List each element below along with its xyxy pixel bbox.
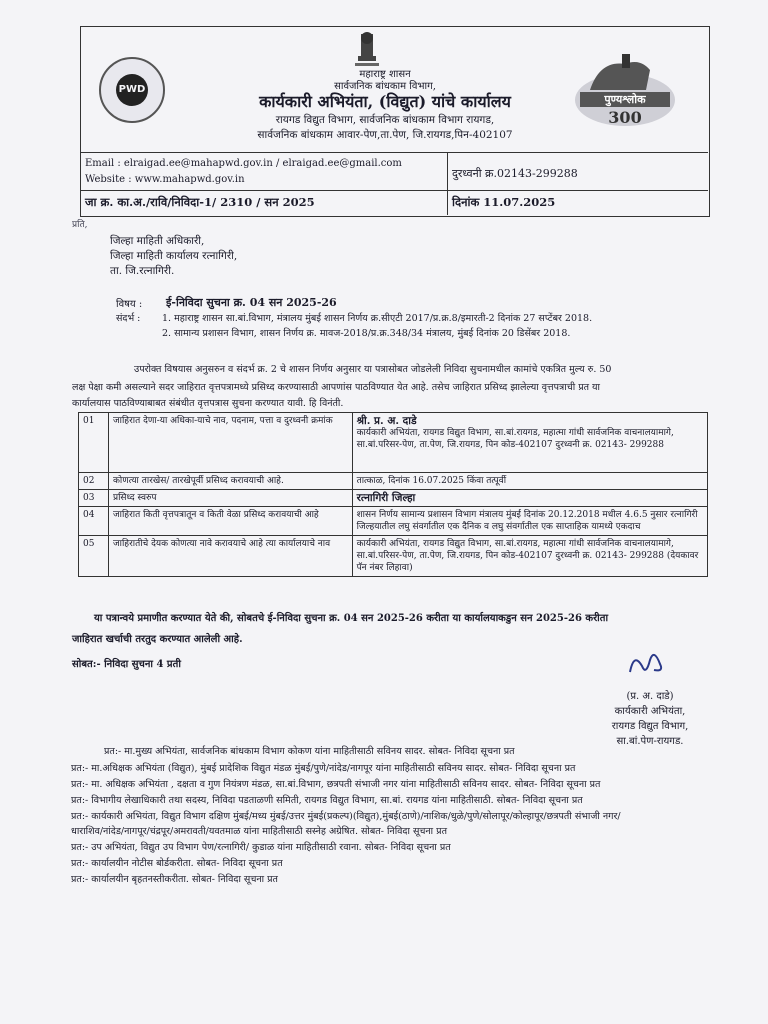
- officer-name: श्री. प्र. अ. दाडे: [356, 415, 417, 427]
- row-number: 02: [79, 473, 109, 490]
- subject-label: विषय :: [116, 299, 143, 310]
- copy-line: प्रत:- मा.अधिक्षक अभियंता (विद्युत), मुंबई प्रादेशिक विद्युत मंडळ मुंबई/पुणे/नांदेड/नागपूर यांना माहितीसाठी सविनय सादर. सोबत- निविदा सूचना प्रत: [71, 763, 576, 774]
- reference-number: जा क्र. का.अ./रावि/निविदा-1/ 2310 / सन 2025: [85, 195, 315, 209]
- reference-item-2: 2. सामान्य प्रशासन विभाग, शासन निर्णय क्र. मावज-2018/प्र.क्र.348/34 मंत्रालय, मुंबई दिनांक 20 डिसेंबर 2018.: [162, 328, 571, 339]
- recipient-line-3: ता. जि.रत्नागिरी.: [110, 265, 175, 277]
- recipient-line-2: जिल्हा माहिती कार्यालय रत्नागिरी,: [110, 250, 238, 262]
- body-line-1: उपरोक्त विषयास अनुसरुन व संदर्भ क्र. 2 चे शासन निर्णय अनुसार या पत्रासोबत जोडलेली निविदा सुचनामधील कामांचे एकत्रित मुल्य रु. 50: [134, 364, 612, 375]
- table-row: [79, 490, 708, 507]
- row-number: 03: [79, 490, 109, 507]
- division-line: रायगड विद्युत विभाग, सार्वजनिक बांधकाम विभाग रायगड,: [275, 114, 495, 126]
- table-row: [79, 536, 708, 577]
- reference-label: संदर्भ :: [116, 313, 141, 324]
- row-value: शासन निर्णय सामान्य प्रशासन विभाग मंत्रालय मुंबई दिनांक 20.12.2018 मधील 4.6.5 नुसार रत्नागिरी जिल्हयातील लघु संवर्गातील एक दैनिक व लघु संवर्गातील एक साप्ताहिक यामध्ये एकदाच: [352, 507, 707, 536]
- signature-icon: [624, 646, 668, 684]
- copy-line: प्रत:- मा. अधिक्षक अभियंता , दक्षता व गुण नियंत्रण मंडळ, सा.बां.विभाग, छत्रपती संभाजी नगर यांना माहितीसाठी सविनय सादर. सोबत- निविदा सूचना प्रत: [71, 779, 601, 790]
- state-emblem-icon: [350, 30, 384, 70]
- letter-date: दिनांक 11.07.2025: [452, 195, 556, 209]
- subject-text: ई-निविदा सुचना क्र. 04 सन 2025-26: [166, 296, 337, 309]
- table-row: [79, 473, 708, 490]
- office-title: कार्यकारी अभियंता, (विद्युत) यांचे कार्यालय: [259, 92, 511, 111]
- address-line: सार्वजनिक बांधकाम आवार-पेण,ता.पेण, जि.रायगड,पिन-402107: [257, 129, 513, 141]
- body-line-3: कार्यालयास पाठविण्याबाबत संबंधीत वृत्तपत्रास सुचना करण्यात यावी. हि विनंती.: [72, 398, 344, 409]
- pwd-logo-text: PWD: [116, 74, 148, 106]
- row-value: रत्नागिरी जिल्हा: [352, 490, 707, 507]
- recipient-line-1: जिल्हा माहिती अधिकारी,: [110, 235, 205, 247]
- row-value: कार्यकारी अभियंता, रायगड विद्युत विभाग, सा.बां.रायगड, महात्मा गांधी सार्वजनिक वाचनालयामागे, सा.बां.परिसर-पेण, ता.पेण, जि.रायगड, पिन कोड-402107 दुरध्वनी क्र. 02143- 299288 (देयकावर पॅन नंबर लिहावा): [352, 536, 707, 577]
- table-row: [79, 413, 708, 473]
- row-number: 01: [79, 413, 109, 473]
- copy-line: प्रत:- कार्यकारी अभियंता, विद्युत विभाग दक्षिण मुंबई/मध्य मुंबई/उत्तर मुंबई(प्रकल्प)(विद्युत),मुंबई(ठाणे)/नाशिक/धुळे/पुणे/सोलापूर/कोल्हापूर/छत्रपती संभाजी नगर/: [71, 811, 621, 822]
- details-table: [78, 412, 708, 577]
- signatory-place: सा.बां.पेण-रायगड.: [616, 736, 684, 747]
- header-divider: [80, 152, 708, 153]
- website-text: Website : www.mahapwd.gov.in: [85, 174, 245, 185]
- closing-line-2: जाहिरात खर्चाची तरतुद करण्यात आलेली आहे.: [72, 634, 243, 645]
- row-description: जाहिरातीचे देयक कोणत्या नावे करावयाचे आहे त्या कार्यालयाचे नाव: [108, 536, 352, 577]
- row-number: 04: [79, 507, 109, 536]
- prati-mark: प्रति,: [72, 220, 88, 230]
- copy-line: प्रत:- कार्यालयीन नोटीस बोर्डकरीता. सोबत- निविदा सूचना प्रत: [71, 858, 283, 869]
- row-description: प्रसिध्द स्वरुप: [108, 490, 352, 507]
- signatory-designation: कार्यकारी अभियंता,: [614, 706, 686, 717]
- copy-line: धाराशिव/नांदेड/नागपूर/चंद्रपूर/अमरावती/यवतमाळ यांना माहितीसाठी सस्नेह अग्रेषित. सोबत- निविदा सूचना प्रत: [71, 826, 447, 837]
- table-row: [79, 507, 708, 536]
- officer-address: कार्यकारी अभियंता, रायगड विद्युत विभाग, सा.बां.रायगड, महात्मा गांधी सार्वजनिक वाचनालयामागे, सा.बां.परिसर-पेण, ता.पेण, जि.रायगड, पिन कोड-402107 दुरध्वनी क्र. 02143- 299288: [356, 428, 674, 450]
- row-description: जाहिरात किती वृत्तपत्रातून व किती वेळा प्रसिध्द करावयाची आहे: [108, 507, 352, 536]
- enclosure-note: सोबत:- निविदा सुचना 4 प्रती: [72, 659, 181, 670]
- pwd-logo: [99, 57, 165, 123]
- anniversary-badge: [570, 50, 680, 130]
- signatory-division: रायगड विद्युत विभाग,: [611, 721, 689, 732]
- phone-text: दुरध्वनी क्र.02143-299288: [452, 167, 578, 180]
- signatory-name: (प्र. अ. दाडे): [626, 691, 674, 702]
- copy-line: प्रत:- विभागीय लेखाधिकारी तथा सदस्य, निविदा पडताळणी समिती, रायगड विद्युत विभाग, सा.बां. रायगड यांना माहितीसाठी. सोबत- निविदा सूचना प्रत: [71, 795, 583, 806]
- row-value: तात्काळ, दिनांक 16.07.2025 किंवा तत्पूर्वी: [352, 473, 707, 490]
- copy-line: प्रत:- कार्यालयीन बृहतनस्तीकरीता. सोबत- निविदा सूचना प्रत: [71, 874, 278, 885]
- header-column-divider: [447, 152, 448, 215]
- badge-number: 300: [608, 108, 642, 127]
- closing-line-1: या पत्रान्वये प्रमाणीत करण्यात येते की, सोबतचे ई-निविदा सुचना क्र. 04 सन 2025-26 करीता या कार्यालयाकडुन सन 2025-26 करीता: [94, 613, 609, 624]
- copy-line: प्रत:- मा.मुख्य अभियंता, सार्वजनिक बांधकाम विभाग कोकण यांना माहितीसाठी सविनय सादर. सोबत- निविदा सूचना प्रत: [104, 746, 515, 757]
- body-line-2: लक्ष पेक्षा कमी असल्याने सदर जाहिरात वृत्तपत्रामध्ये प्रसिध्द करण्यासाठी आपणांस पाठविण्यात येत आहे. तसेच जाहिरात प्रसिध्द झालेल्या वृत्तपत्राची प्रत या: [72, 382, 601, 393]
- copy-line: प्रत:- उप अभियंता, विद्युत उप विभाग पेण/रत्नागिरी/ कुडाळ यांना माहितीसाठी रवाना. सोबत- निविदा सूचना प्रत: [71, 842, 451, 853]
- department-name: सार्वजनिक बांधकाम विभाग,: [334, 81, 436, 92]
- row-description: कोणत्या तारखेस/ तारखेपूर्वी प्रसिध्द करावयाची आहे.: [108, 473, 352, 490]
- row-value: [352, 413, 707, 473]
- badge-label: पुण्यश्लोक: [580, 92, 670, 107]
- reference-item-1: 1. महाराष्ट्र शासन सा.बां.विभाग, मंत्रालय मुंबई शासन निर्णय क्र.सीएटी 2017/प्र.क्र.8/इमारती-2 दिनांक 27 सप्टेंबर 2018.: [162, 313, 593, 324]
- ref-divider: [80, 190, 708, 191]
- row-number: 05: [79, 536, 109, 577]
- state-name: महाराष्ट्र शासन: [359, 69, 411, 80]
- row-description: जाहिरात देणा-या अधिका-याचे नाव, पदनाम, पत्ता व दुरध्वनी क्रमांक: [108, 413, 352, 473]
- email-text: Email : elraigad.ee@mahapwd.gov.in / elraigad.ee@gmail.com: [85, 158, 402, 169]
